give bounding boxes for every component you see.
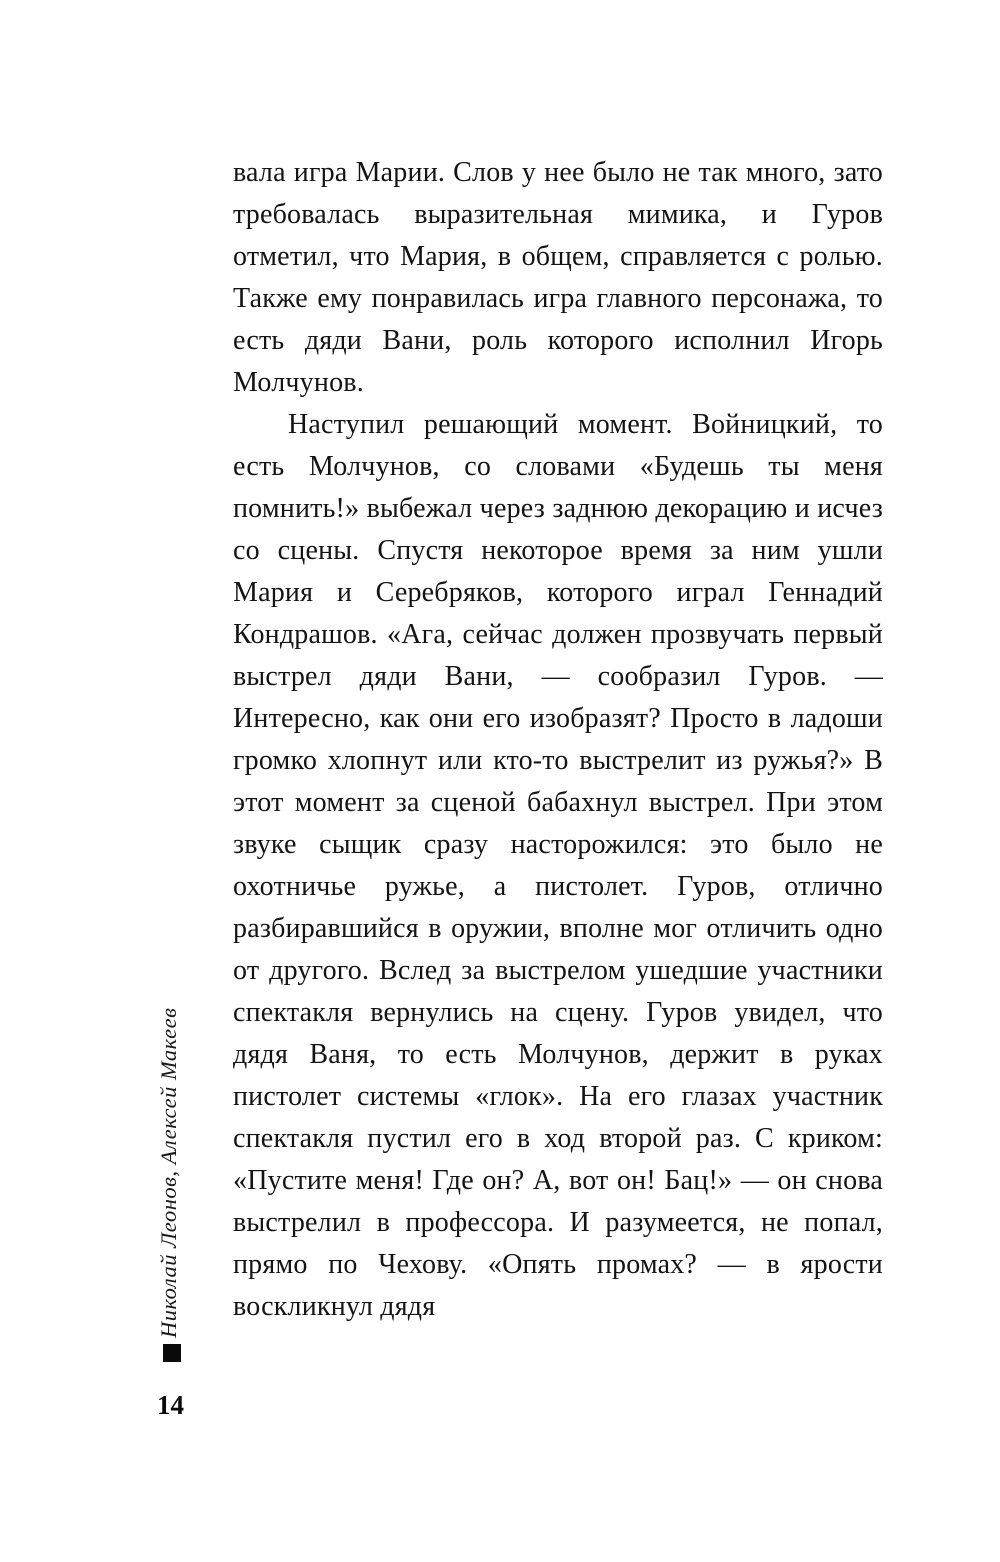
text-block — [233, 152, 883, 1328]
sidebar-author-name: Николай Леонов, Алексей Макеев — [156, 1007, 181, 1338]
paragraph-main: Наступил решающий момент. Войницкий, то есть Молчунов, со словами «Будешь ты меня помнить!» выбежал через заднюю декорацию и исчез со сцены. Спустя некоторое время за ним ушли Мария и Серебряков, которого играл Геннадий Кондрашов. «Ага, сейчас должен прозвучать первый выстрел дяди Вани, — сообразил Гуров. — Интересно, как они его изобразят? Просто в ладоши громко хлопнут или кто-то выстрелит из ружья?» В этот момент за сценой бабахнул выстрел. При этом звуке сыщик сразу насторожился: это было не охотничье ружье, а пистолет. Гуров, отлично разбиравшийся в оружии, вполне мог отличить одно от другого. Вслед за выстрелом ушедшие участники спектакля вернулись на сцену. Гуров увидел, что дядя Ваня, то есть Молчунов, держит в руках пистолет системы «глок». На его глазах участник спектакля пустил его в ход второй раз. С криком: «Пустите меня! Где он? А, вот он! Бац!» — он снова выстрелил в профессора. И разумеется, не попал, прямо по Чехову. «Опять промах? — в ярости воскликнул дядя — [233, 409, 883, 1322]
section-marker-icon — [163, 1344, 181, 1362]
page-number: 14 — [157, 1390, 184, 1420]
paragraph-continuation: вала игра Марии. Слов у нее было не так много, зато требовалась выразительная мимика, и Гуров отметил, что Мария, в общем, справляется с ролью. Также ему понравилась игра главного персонажа, то есть дяди Вани, роль которого исполнил Игорь Молчунов. — [233, 157, 883, 398]
